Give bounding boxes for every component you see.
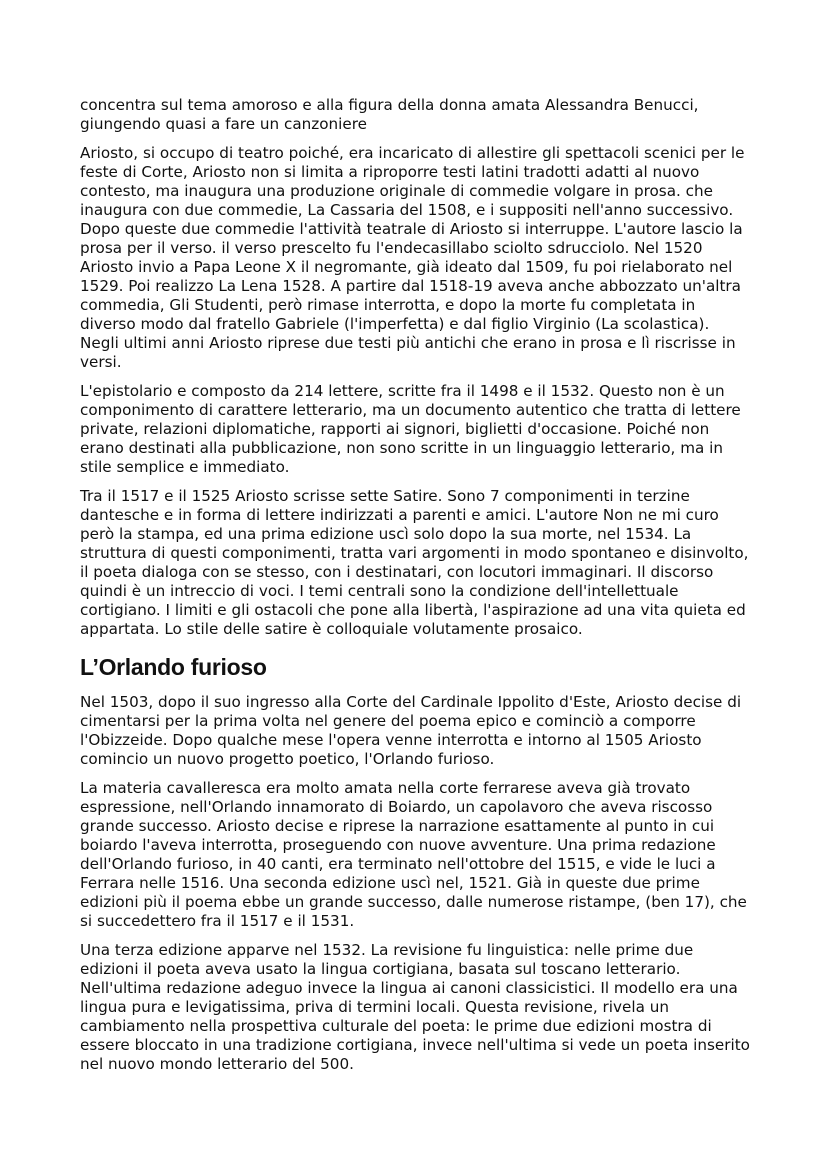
paragraph-epistolario: L'epistolario e composto da 214 lettere, scritte fra il 1498 e il 1532. Questo non è un componimento di carattere letterario, ma un documento autentico che tratta di lettere private, relazioni diplomatiche, rapporti ai signori, biglietti d'occasione. Poiché non erano destinati alla pubblicazione, non sono scritte in un linguaggio letterario, ma in stile semplice e immediato. xyxy=(80,382,741,476)
section-heading-orlando-furioso: L’Orlando furioso xyxy=(80,654,267,680)
document-page xyxy=(80,96,752,1084)
paragraph-satire: Tra il 1517 e il 1525 Ariosto scrisse sette Satire. Sono 7 componimenti in terzine dantesche e in forma di lettere indirizzati a parenti e amici. L'autore Non ne mi curo però la stampa, ed una prima edizione uscì solo dopo la sua morte, nel 1534. La struttura di questi componimenti, tratta vari argomenti in modo spontaneo e disinvolto, il poeta dialoga con se stesso, con i destinatari, con locutori immaginari. Il discorso quindi è un intreccio di voci. I temi centrali sono la condizione dell'intellettuale cortigiano. I limiti e gli ostacoli che pone alla libertà, l'aspirazione ad una vita quieta ed appartata. Lo stile delle satire è colloquiale volutamente prosaico. xyxy=(80,487,749,638)
paragraph-materia-cavalleresca: La materia cavalleresca era molto amata nella corte ferrarese aveva già trovato espressione, nell'Orlando innamorato di Boiardo, un capolavoro che aveva riscosso grande successo. Ariosto decise e riprese la narrazione esattamente al punto in cui boiardo l'aveva interrotta, proseguendo con nuove avventure. Una prima redazione dell'Orlando furioso, in 40 canti, era terminato nell'ottobre del 1515, e vide le luci a Ferrara nelle 1516. Una seconda edizione uscì nel, 1521. Già in queste due prime edizioni più il poema ebbe un grande successo, dalle numerose ristampe, (ben 17), che si succedettero fra il 1517 e il 1531. xyxy=(80,779,747,930)
paragraph-teatro: Ariosto, si occupo di teatro poiché, era incaricato di allestire gli spettacoli scenici per le feste di Corte, Ariosto non si limita a riproporre testi latini tradotti adatti al nuovo contesto, ma inaugura una produzione originale di commedie volgare in prosa. che inaugura con due commedie, La Cassaria del 1508, e i suppositi nell'anno successivo. Dopo queste due commedie l'attività teatrale di Ariosto si interruppe. L'autore lascio la prosa per il verso. il verso prescelto fu l'endecasillabo sciolto sdrucciolo. Nel 1520 Ariosto invio a Papa Leone X il negromante, già ideato dal 1509, fu poi rielaborato nel 1529. Poi realizzo La Lena 1528. A partire dal 1518-19 aveva anche abbozzato un'altra commedia, Gli Studenti, però rimase interrotta, e dopo la morte fu completata in diverso modo dal fratello Gabriele (l'imperfetta) e dal figlio Virginio (La scolastica). Negli ultimi anni Ariosto riprese due testi più antichi che erano in prosa e lì riscrisse in versi. xyxy=(80,144,745,371)
paragraph-canzoniere: concentra sul tema amoroso e alla figura della donna amata Alessandra Benucci, giungendo quasi a fare un canzoniere xyxy=(80,96,699,133)
paragraph-obizzeide: Nel 1503, dopo il suo ingresso alla Corte del Cardinale Ippolito d'Este, Ariosto decise di cimentarsi per la prima volta nel genere del poema epico e cominciò a comporre l'Obizzeide. Dopo qualche mese l'opera venne interrotta e intorno al 1505 Ariosto comincio un nuovo progetto poetico, l'Orlando furioso. xyxy=(80,693,742,768)
paragraph-terza-edizione: Una terza edizione apparve nel 1532. La revisione fu linguistica: nelle prime due edizioni il poeta aveva usato la lingua cortigiana, basata sul toscano letterario. Nell'ultima redazione adeguo invece la lingua ai canoni classicistici. Il modello era una lingua pura e levigatissima, priva di termini locali. Questa revisione, rivela un cambiamento nella prospettiva culturale del poeta: le prime due edizioni mostra di essere bloccato in una tradizione cortigiana, invece nell'ultima si vede un poeta inserito nel nuovo mondo letterario del 500. xyxy=(80,941,750,1073)
